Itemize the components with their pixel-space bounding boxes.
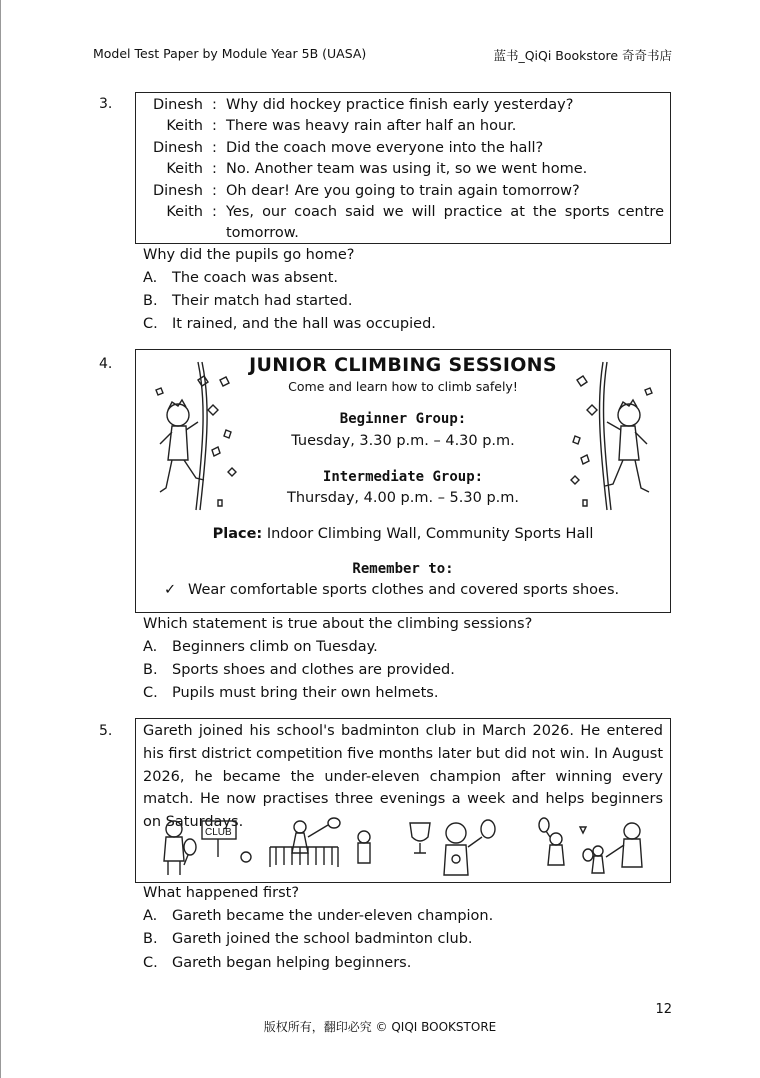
colon: : (212, 182, 217, 199)
footer-copyright: 版权所有，翻印必究 © QIQI BOOKSTORE (263, 1020, 497, 1034)
q5-passage-box (135, 718, 671, 883)
helping-beginners-illustration (536, 817, 651, 877)
q3-number: 3. (99, 96, 113, 112)
option-letter: B. (143, 662, 158, 678)
colon: : (212, 204, 217, 221)
option-letter: C. (143, 316, 158, 332)
remember-item (164, 582, 619, 598)
q4-number: 4. (99, 356, 113, 372)
remember-item-text: Wear comfortable sports clothes and covered sports shoes. (188, 582, 620, 598)
speaker: Dinesh (152, 97, 203, 113)
q4-poster (135, 349, 671, 613)
q4-option-a[interactable] (143, 639, 378, 655)
line-text: No. Another team was using it, so we went home. (226, 161, 588, 178)
line-text: There was heavy rain after half an hour. (226, 118, 517, 135)
dialogue-line (136, 159, 670, 180)
speaker: Dinesh (152, 139, 203, 156)
intermediate-label: Intermediate Group: (322, 469, 484, 485)
page-header-right: 蓝书_QiQi Bookstore 奇奇书店 (493, 48, 672, 63)
colon: : (212, 118, 217, 135)
q4-option-b[interactable] (143, 662, 455, 678)
dialogue-line (136, 95, 670, 116)
poster-title: JUNIOR CLIMBING SESSIONS (249, 354, 557, 376)
remember-label: Remember to: (352, 561, 454, 577)
club-sign-text: CLUB (205, 827, 232, 838)
option-text: It rained, and the hall was occupied. (172, 316, 436, 332)
q5-number: 5. (99, 723, 113, 739)
page-number: 12 (655, 1002, 672, 1017)
q3-dialogue-box (135, 92, 671, 244)
speaker: Keith (166, 204, 203, 221)
page-header-left: Model Test Paper by Module Year 5B (UASA) (93, 46, 367, 61)
beginner-label: Beginner Group: (339, 411, 467, 427)
option-text: Gareth began helping beginners. (172, 955, 412, 971)
dialogue-line (136, 202, 670, 245)
line-text: Did the coach move everyone into the hall? (226, 139, 544, 156)
page-left-edge (0, 0, 1, 1078)
option-letter: C. (143, 685, 158, 701)
q5-passage: Gareth joined his school's badminton club in March 2026. He entered his first district competition five months later but did not win. In August 2026, he became the under-eleven champion after winning every match. He now practises three evenings a week and helps beginners on Saturdays. (143, 723, 664, 831)
beginner-time: Tuesday, 3.30 p.m. – 4.30 p.m. (291, 433, 515, 449)
dialogue-line (136, 138, 670, 159)
option-text: Gareth became the under-eleven champion. (172, 908, 494, 924)
option-letter: A. (143, 639, 158, 655)
q5-question: What happened first? (143, 885, 300, 901)
option-letter: B. (143, 293, 158, 309)
q5-option-a[interactable] (143, 908, 493, 924)
option-letter: A. (143, 270, 158, 286)
option-letter: A. (143, 908, 158, 924)
speaker: Keith (166, 161, 203, 178)
option-text: The coach was absent. (172, 270, 339, 286)
option-letter: B. (143, 931, 158, 947)
joining-club-illustration (156, 817, 271, 877)
colon: : (212, 161, 217, 178)
q3-option-b[interactable] (143, 293, 352, 309)
colon: : (212, 139, 217, 156)
option-text: Sports shoes and clothes are provided. (172, 662, 455, 678)
speaker: Dinesh (152, 182, 203, 199)
line-text: Oh dear! Are you going to train again tomorrow? (226, 182, 580, 199)
option-text: Their match had started. (172, 293, 353, 309)
intermediate-time: Thursday, 4.00 p.m. – 5.30 p.m. (287, 490, 519, 506)
line-text: Why did hockey practice finish early yesterday? (226, 97, 574, 113)
q3-question: Why did the pupils go home? (143, 247, 355, 263)
option-text: Pupils must bring their own helmets. (172, 685, 439, 701)
option-letter: C. (143, 955, 158, 971)
poster-subtitle: Come and learn how to climb safely! (288, 379, 518, 394)
place-value: Indoor Climbing Wall, Community Sports Hall (266, 526, 594, 542)
q3-option-c[interactable] (143, 316, 436, 332)
line-text: Yes, our coach said we will practice at the sports centre tomorrow. (226, 204, 664, 242)
champion-illustration (406, 817, 506, 877)
place-label: Place: (212, 526, 263, 542)
option-text: Beginners climb on Tuesday. (172, 639, 378, 655)
dialogue-line (136, 116, 670, 137)
competition-illustration (268, 817, 378, 877)
q5-option-c[interactable] (143, 955, 411, 971)
q5-option-b[interactable] (143, 931, 473, 947)
q4-question: Which statement is true about the climbing sessions? (143, 616, 533, 632)
colon: : (212, 97, 217, 113)
place-line (136, 526, 670, 542)
q3-option-a[interactable] (143, 270, 338, 286)
option-text: Gareth joined the school badminton club. (172, 931, 473, 947)
check-icon: ✓ (164, 582, 177, 598)
q4-option-c[interactable] (143, 685, 438, 701)
dialogue-line (136, 181, 670, 202)
speaker: Keith (166, 118, 203, 135)
